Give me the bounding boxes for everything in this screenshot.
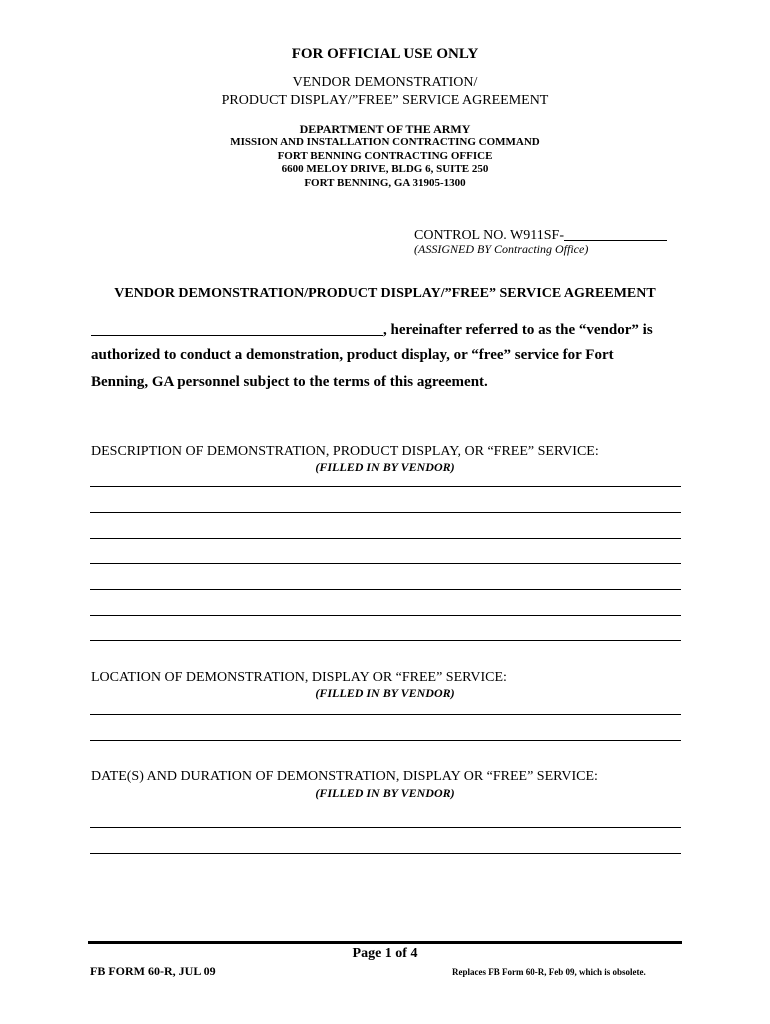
dates-field-line[interactable] — [90, 853, 681, 854]
dates-note: (FILLED IN BY VENDOR) — [315, 786, 455, 800]
agency-office: FORT BENNING CONTRACTING OFFICE — [277, 150, 493, 162]
description-note: (FILLED IN BY VENDOR) — [315, 460, 455, 474]
description-field-line[interactable] — [90, 486, 681, 487]
control-number-note: (ASSIGNED BY Contracting Office) — [414, 242, 589, 256]
vendor-clause: , hereinafter referred to as the “vendor” is — [383, 322, 653, 338]
agency-command: MISSION AND INSTALLATION CONTRACTING COMMAND — [230, 136, 540, 148]
form-subtitle-line2: PRODUCT DISPLAY/”FREE” SERVICE AGREEMENT — [221, 93, 549, 108]
description-field-line[interactable] — [90, 615, 681, 616]
agency-city: FORT BENNING, GA 31905-1300 — [304, 177, 466, 189]
agreement-line3: Benning, GA personnel subject to the terms of this agreement. — [91, 374, 488, 390]
location-note: (FILLED IN BY VENDOR) — [315, 686, 455, 700]
location-field-line[interactable] — [90, 740, 681, 741]
agreement-line1 — [91, 320, 653, 339]
agreement-title: VENDOR DEMONSTRATION/PRODUCT DISPLAY/”FREE” SERVICE AGREEMENT — [114, 286, 656, 301]
replaces-note: Replaces FB Form 60-R, Feb 09, which is obsolete. — [452, 967, 646, 977]
location-field-line[interactable] — [90, 714, 681, 715]
description-field-line[interactable] — [90, 538, 681, 539]
page-number: Page 1 of 4 — [352, 946, 418, 961]
classification-banner: FOR OFFICIAL USE ONLY — [291, 46, 479, 62]
agency-department: DEPARTMENT OF THE ARMY — [299, 122, 471, 136]
control-number-field[interactable] — [564, 226, 667, 241]
description-field-line[interactable] — [90, 563, 681, 564]
description-field-line[interactable] — [90, 512, 681, 513]
dates-field-line[interactable] — [90, 827, 681, 828]
footer-divider — [88, 941, 682, 944]
control-number-label: CONTROL NO. W911SF- — [414, 228, 564, 243]
form-id: FB FORM 60-R, JUL 09 — [90, 964, 216, 978]
agency-address: 6600 MELOY DRIVE, BLDG 6, SUITE 250 — [281, 163, 489, 175]
agreement-line2: authorized to conduct a demonstration, product display, or “free” service for Fort — [91, 347, 614, 363]
form-subtitle-line1: VENDOR DEMONSTRATION/ — [292, 75, 478, 90]
description-label: DESCRIPTION OF DEMONSTRATION, PRODUCT DISPLAY, OR “FREE” SERVICE: — [91, 444, 599, 459]
description-field-line[interactable] — [90, 640, 681, 641]
vendor-name-field[interactable] — [91, 320, 383, 336]
location-label: LOCATION OF DEMONSTRATION, DISPLAY OR “FREE” SERVICE: — [91, 670, 507, 685]
dates-label: DATE(S) AND DURATION OF DEMONSTRATION, DISPLAY OR “FREE” SERVICE: — [91, 769, 598, 784]
description-field-line[interactable] — [90, 589, 681, 590]
